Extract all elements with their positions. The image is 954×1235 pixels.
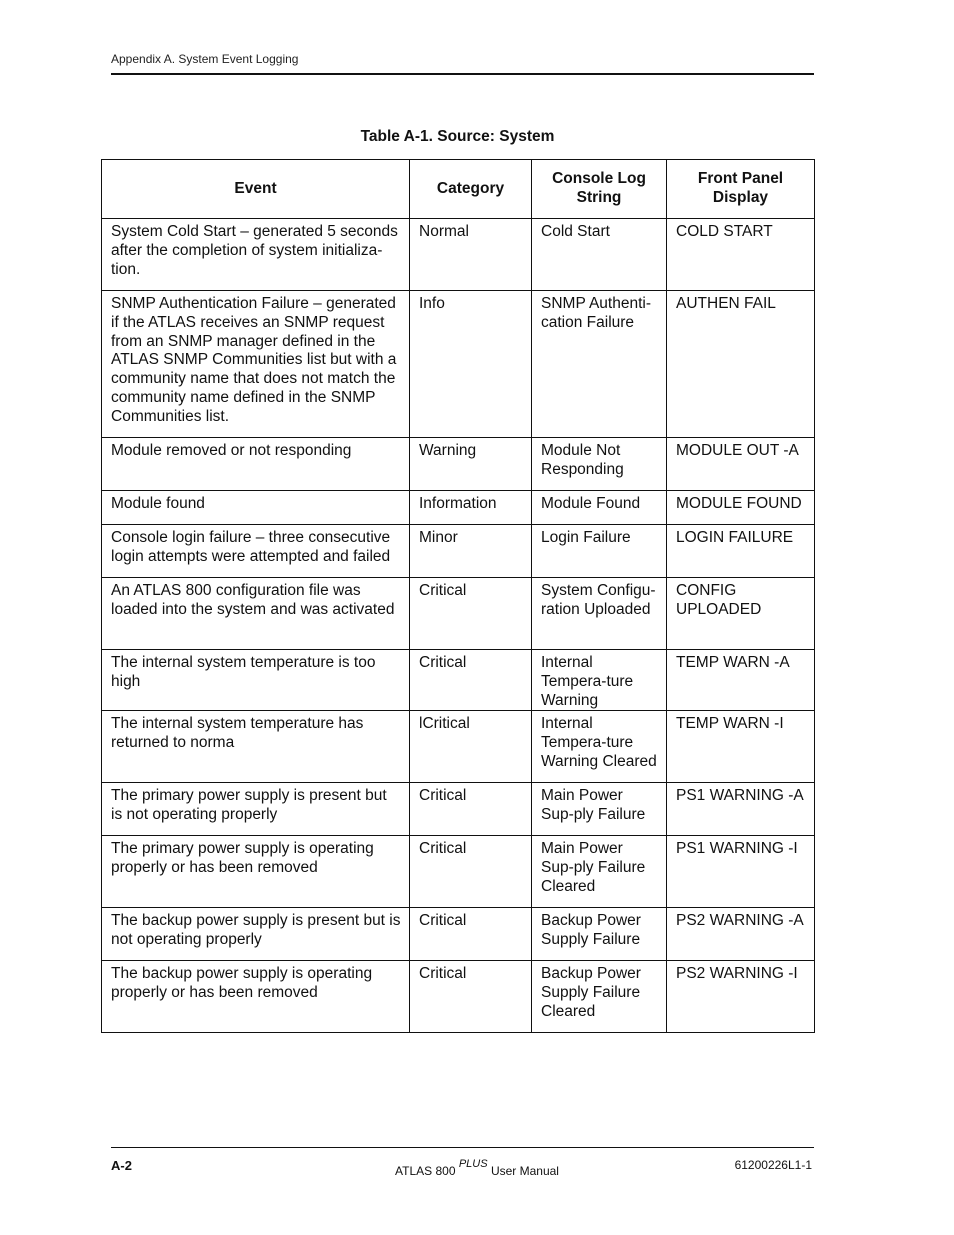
table-row xyxy=(102,525,815,578)
table-row xyxy=(102,783,815,836)
front-panel-cell: AUTHEN FAIL xyxy=(667,291,815,438)
event-cell: SNMP Authentication Failure – generated if the ATLAS receives an SNMP request from an SNMP manager defined in the ATLAS SNMP Communities list but with a community name that does not match the community name defined in the SNMP Communities list. xyxy=(102,291,410,438)
event-cell: Module removed or not responding xyxy=(102,438,410,491)
column-header-console-log-string: Console Log String xyxy=(532,160,667,219)
front-panel-cell: MODULE OUT -A xyxy=(667,438,815,491)
front-panel-cell: TEMP WARN -A xyxy=(667,650,815,711)
front-panel-cell: LOGIN FAILURE xyxy=(667,525,815,578)
category-cell: Critical xyxy=(410,783,532,836)
product-superscript: PLUS xyxy=(458,1158,488,1170)
event-cell: Module found xyxy=(102,491,410,525)
running-header: Appendix A. System Event Logging xyxy=(111,52,299,66)
front-panel-cell: COLD START xyxy=(667,219,815,291)
front-panel-cell: MODULE FOUND xyxy=(667,491,815,525)
event-cell: The primary power supply is operating properly or has been removed xyxy=(102,836,410,908)
header-rule xyxy=(111,73,814,75)
document-number: 61200226L1-1 xyxy=(734,1158,812,1172)
console-log-cell: Cold Start xyxy=(532,219,667,291)
table-row xyxy=(102,219,815,291)
event-cell: Console login failure – three consecutive login attempts were attempted and failed xyxy=(102,525,410,578)
table-row xyxy=(102,438,815,491)
table-row xyxy=(102,291,815,438)
front-panel-cell: PS2 WARNING -I xyxy=(667,961,815,1033)
console-log-cell: Module Not Responding xyxy=(532,438,667,491)
events-table xyxy=(101,159,815,1033)
table-row xyxy=(102,578,815,650)
console-log-cell: Internal Tempera-ture Warning Cleared xyxy=(532,711,667,783)
front-panel-cell: CONFIG UPLOADED xyxy=(667,578,815,650)
category-cell: Minor xyxy=(410,525,532,578)
table-row xyxy=(102,908,815,961)
front-panel-cell: PS2 WARNING -A xyxy=(667,908,815,961)
console-log-cell: Internal Tempera-ture Warning xyxy=(532,650,667,711)
column-header-event: Event xyxy=(102,160,410,219)
console-log-cell: Module Found xyxy=(532,491,667,525)
category-cell: Critical xyxy=(410,961,532,1033)
category-cell: Info xyxy=(410,291,532,438)
category-cell: Critical xyxy=(410,908,532,961)
event-cell: The internal system temperature is too high xyxy=(102,650,410,711)
column-header-front-panel-display: Front Panel Display xyxy=(667,160,815,219)
event-cell: The backup power supply is present but is not operating properly xyxy=(102,908,410,961)
event-cell: The internal system temperature has returned to norma xyxy=(102,711,410,783)
front-panel-cell: PS1 WARNING -I xyxy=(667,836,815,908)
category-cell: Critical xyxy=(410,578,532,650)
category-cell: Information xyxy=(410,491,532,525)
front-panel-cell: TEMP WARN -I xyxy=(667,711,815,783)
table-row xyxy=(102,650,815,711)
event-cell: An ATLAS 800 configuration file was loaded into the system and was activated xyxy=(102,578,410,650)
event-cell: System Cold Start – generated 5 seconds after the completion of system initializa-tion. xyxy=(102,219,410,291)
footer-rule xyxy=(111,1147,814,1148)
table-row xyxy=(102,961,815,1033)
category-cell: Warning xyxy=(410,438,532,491)
console-log-cell: Login Failure xyxy=(532,525,667,578)
console-log-cell: Backup Power Supply Failure Cleared xyxy=(532,961,667,1033)
table-caption: Table A-1. Source: System xyxy=(360,128,555,145)
category-cell: Critical xyxy=(410,650,532,711)
category-cell: Critical xyxy=(410,836,532,908)
console-log-cell: Main Power Sup-ply Failure Cleared xyxy=(532,836,667,908)
console-log-cell: Main Power Sup-ply Failure xyxy=(532,783,667,836)
table-row xyxy=(102,836,815,908)
product-name: ATLAS 800 xyxy=(395,1164,456,1178)
console-log-cell: Backup Power Supply Failure xyxy=(532,908,667,961)
table-row xyxy=(102,711,815,783)
page-number: A-2 xyxy=(111,1158,132,1173)
column-header-category: Category xyxy=(410,160,532,219)
manual-label: User Manual xyxy=(490,1164,559,1178)
category-cell: Normal xyxy=(410,219,532,291)
event-cell: The primary power supply is present but is not operating properly xyxy=(102,783,410,836)
table-header-row xyxy=(102,160,815,219)
category-cell: lCritical xyxy=(410,711,532,783)
front-panel-cell: PS1 WARNING -A xyxy=(667,783,815,836)
console-log-cell: System Configu-ration Uploaded xyxy=(532,578,667,650)
table-row xyxy=(102,491,815,525)
console-log-cell: SNMP Authenti-cation Failure xyxy=(532,291,667,438)
event-cell: The backup power supply is operating properly or has been removed xyxy=(102,961,410,1033)
